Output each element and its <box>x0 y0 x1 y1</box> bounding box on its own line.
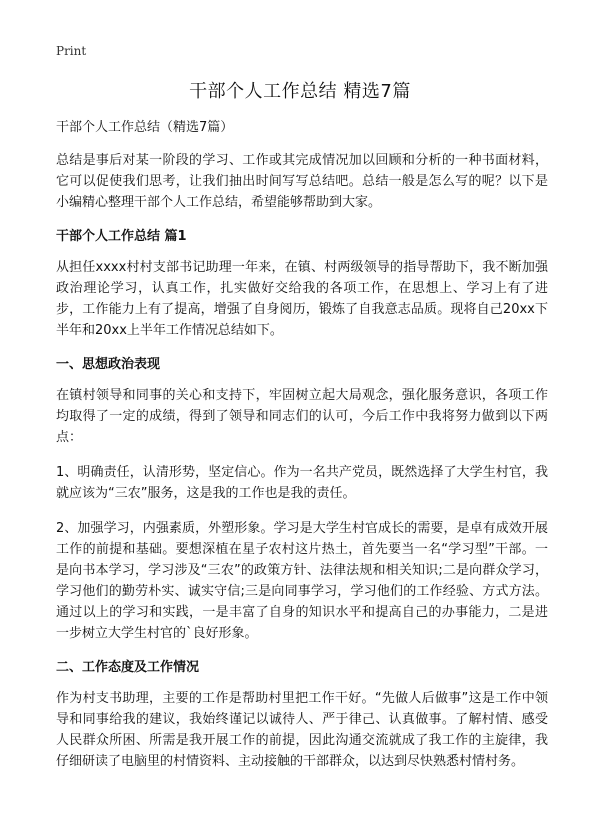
article-subtitle: 干部个人工作总结（精选7篇） <box>56 120 234 135</box>
article-heading: 干部个人工作总结 篇1 <box>56 229 187 244</box>
section-heading-attitude: 二、工作态度及工作情况 <box>56 660 200 675</box>
page-title: 干部个人工作总结 精选7篇 <box>189 81 411 102</box>
paragraph-2: 在镇村领导和同事的关心和支持下，牢固树立起大局观念，强化服务意识，各项工作均取得了一定的成绩，得到了领导和同志们的认可，今后工作中我将努力做到以下两点： <box>56 388 548 445</box>
print-link[interactable]: Print <box>56 44 87 58</box>
intro-paragraph: 总结是事后对某一阶段的学习、工作或其完成情况加以回顾和分析的一种书面材料，它可以促使我们思考，让我们抽出时间写写总结吧。总结一般是怎么写的呢？以下是小编精心整理干部个人工作总结，希望能够帮助到大家。 <box>56 153 548 210</box>
paragraph-3: 1、明确责任，认清形势，坚定信心。作为一名共产党员，既然选择了大学生村官，我就应该为“三农”服务，这是我的工作也是我的责任。 <box>56 465 548 501</box>
paragraph-5: 作为村支书助理，主要的工作是帮助村里把工作干好。“先做人后做事”这是工作中领导和同事给我的建议，我始终谨记以诚待人、严于律己、认真做事。了解村情、感受人民群众所困、所需是我开展工作的前提，因此沟通交流就成了我工作的主旋律，我仔细研读了电脑里的村情资料、主动接触的干部群众，以达到尽快熟悉村情村务。 <box>56 691 548 769</box>
section-heading-political: 一、思想政治表现 <box>56 357 161 372</box>
paragraph-4: 2、加强学习，内强素质，外塑形象。学习是大学生村官成长的需要，是卓有成效开展工作的前提和基础。要想深植在星子农村这片热土，首先要当一名“学习型”干部。一是向书本学习，学习涉及“三农”的政策方针、法律法规和相关知识;二是向群众学习，学习他们的勤劳朴实、诚实守信;三是向同事学习，学习他们的工作经验、方式方法。通过以上的学习和实践，一是丰富了自身的知识水平和提高自己的办事能力，二是进一步树立大学生村官的`良好形象。 <box>56 521 548 641</box>
paragraph-1: 从担任xxxx村村支部书记助理一年来，在镇、村两级领导的指导帮助下，我不断加强政治理论学习，认真工作，扎实做好交给我的各项工作，在思想上、学习上有了进步，工作能力上有了提高，增强了自身阅历，锻炼了自我意志品质。现将自己20xx下半年和20xx上半年工作情况总结如下。 <box>56 260 548 338</box>
article-body <box>56 118 548 786</box>
